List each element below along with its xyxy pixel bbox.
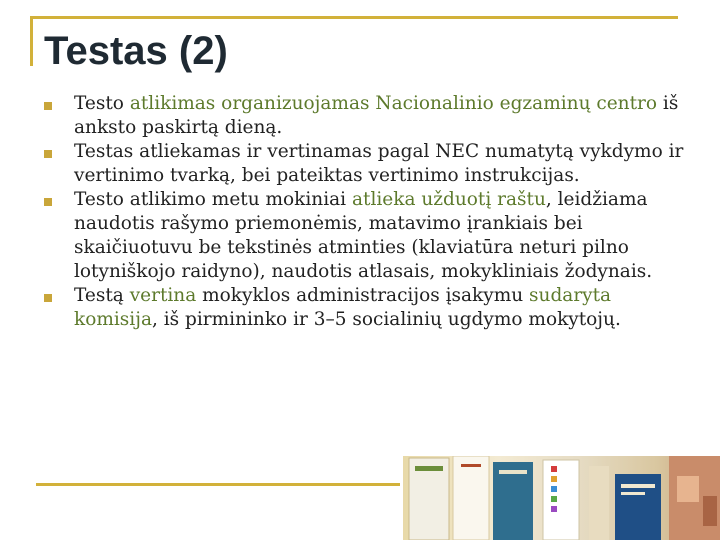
- bullet-text: , iš pirmininko ir 3–5 socialinių ugdymo mokytojų.: [151, 309, 621, 330]
- bullet-text: Testas atliekamas ir vertinamas pagal NEC numatytą vykdymo ir vertinimo tvarką, bei pateiktas vertinimo instrukcijas.: [74, 141, 684, 186]
- highlighted-text: sudaryta komisija: [74, 285, 612, 330]
- square-bullet-icon: [44, 102, 52, 110]
- bullet-item: [44, 188, 694, 284]
- bullet-text: Testo: [74, 93, 130, 114]
- highlighted-text: atlikimas organizuojamas Nacionalinio egzaminų centro: [129, 93, 658, 114]
- slide-title: Testas (2): [44, 29, 228, 73]
- bullet-text: , leidžiama naudotis rašymo priemonėmis, matavimo įrankiais bei skaičiuotuvu be tekstinės atminties (klaviatūra neturi pilno lotyniškojo raidyno), naudotis atlasais, mokykliniais žodynais.: [74, 189, 653, 282]
- bullet-list: [44, 92, 694, 332]
- bullet-item: [44, 284, 694, 332]
- bullet-text: Testo atlikimo metu mokiniai: [74, 189, 352, 210]
- highlighted-text: atlieka užduotį raštu: [351, 189, 546, 210]
- square-bullet-icon: [44, 150, 52, 158]
- square-bullet-icon: [44, 198, 52, 206]
- square-bullet-icon: [44, 294, 52, 302]
- title-frame-left-line: [30, 16, 33, 66]
- books-illustration: [403, 456, 720, 540]
- footer-divider: [36, 483, 400, 486]
- bullet-item: [44, 92, 694, 140]
- bullet-text: mokyklos administracijos įsakymu: [196, 285, 530, 306]
- highlighted-text: vertina: [129, 285, 197, 306]
- bullet-text: iš anksto paskirtą dieną.: [74, 93, 679, 138]
- books-photo: [403, 456, 720, 540]
- title-frame-top-line: [30, 16, 678, 19]
- bullet-text: Testą: [74, 285, 130, 306]
- bullet-item: [44, 140, 694, 188]
